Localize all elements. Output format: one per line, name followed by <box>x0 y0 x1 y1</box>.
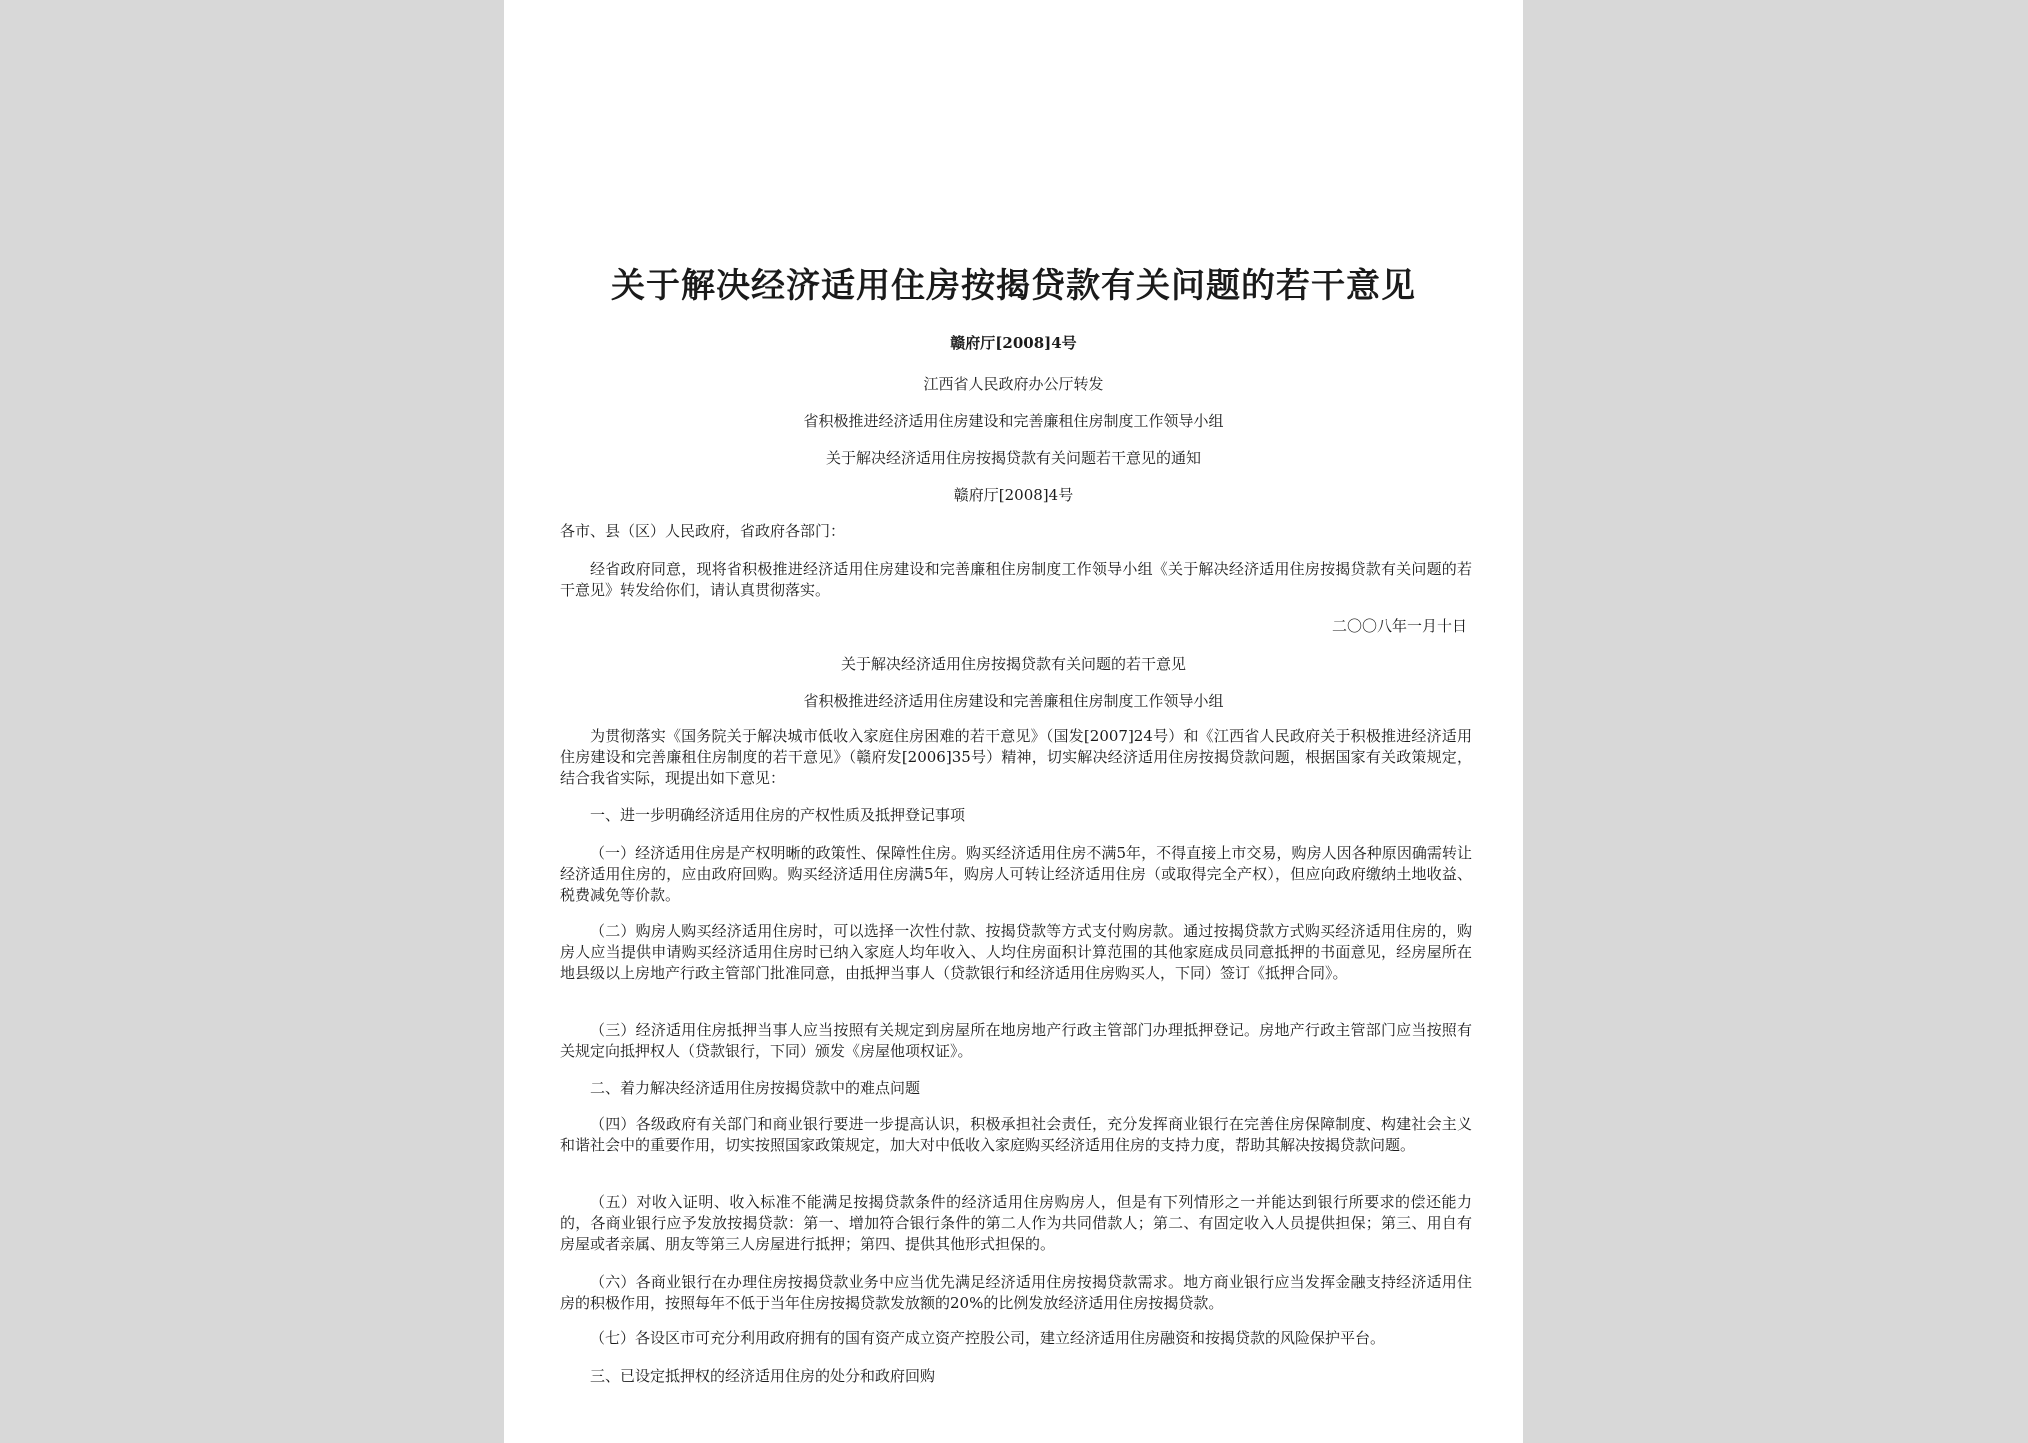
section-heading-2: 二、着力解决经济适用住房按揭贷款中的难点问题 <box>590 1079 921 1097</box>
salutation: 各市、县（区）人民政府，省政府各部门： <box>560 522 846 540</box>
paragraph-7: （七）各设区市可充分利用政府拥有的国有资产成立资产控股公司，建立经济适用住房融资和按揭贷款的风险保护平台。 <box>590 1329 1386 1347</box>
forward-line-3: 关于解决经济适用住房按揭贷款有关问题若干意见的通知 <box>825 449 1201 467</box>
paragraph-1: （一）经济适用住房是产权明晰的政策性、保障性住房。购买经济适用住房不满5年，不得直接上市交易，购房人因各种原因确需转让经济适用住房的，应由政府回购。购买经济适用住房满5年，购房人可转让经济适用住房（或取得完全产权），但应向政府缴纳土地收益、税费减免等价款。 <box>560 844 1472 904</box>
section-heading-3: 三、已设定抵押权的经济适用住房的处分和政府回购 <box>590 1367 936 1385</box>
issue-date: 二〇〇八年一月十日 <box>1331 617 1467 635</box>
paragraph-4: （四）各级政府有关部门和商业银行要进一步提高认识，积极承担社会责任，充分发挥商业银行在完善住房保障制度、构建社会主义和谐社会中的重要作用，切实按照国家政策规定，加大对中低收入家庭购买经济适用住房的支持力度，帮助其解决按揭贷款问题。 <box>560 1115 1472 1154</box>
paragraph-6: （六）各商业银行在办理住房按揭贷款业务中应当优先满足经济适用住房按揭贷款需求。地方商业银行应当发挥金融支持经济适用住房的积极作用，按照每年不低于当年住房按揭贷款发放额的20%的比例发放经济适用住房按揭贷款。 <box>560 1273 1472 1312</box>
doc-number: 赣府厅[2008]4号 <box>953 486 1074 504</box>
document-title: 关于解决经济适用住房按揭贷款有关问题的若干意见 <box>611 266 1416 306</box>
paragraph-5: （五）对收入证明、收入标准不能满足按揭贷款条件的经济适用住房购房人，但是有下列情形之一并能达到银行所要求的偿还能力的，各商业银行应予发放按揭贷款：第一、增加符合银行条件的第二人作为共同借款人；第二、有固定收入人员提供担保；第三、用自有房屋或者亲属、朋友等第三人房屋进行抵押；第四、提供其他形式担保的。 <box>560 1193 1472 1253</box>
sub-title: 关于解决经济适用住房按揭贷款有关问题的若干意见 <box>840 655 1186 673</box>
forward-line-2: 省积极推进经济适用住房建设和完善廉租住房制度工作领导小组 <box>803 412 1224 430</box>
section-heading-1: 一、进一步明确经济适用住房的产权性质及抵押登记事项 <box>590 806 966 824</box>
sub-author: 省积极推进经济适用住房建设和完善廉租住房制度工作领导小组 <box>803 692 1224 710</box>
preamble-paragraph: 为贯彻落实《国务院关于解决城市低收入家庭住房困难的若干意见》（国发[2007]24号）和《江西省人民政府关于积极推进经济适用住房建设和完善廉租住房制度的若干意见》（赣府发[2006]35号）精神，切实解决经济适用住房按揭贷款问题，根据国家有关政策规定，结合我省实际，现提出如下意见： <box>560 727 1472 787</box>
forward-line-1: 江西省人民政府办公厅转发 <box>923 375 1104 393</box>
intro-paragraph: 经省政府同意，现将省积极推进经济适用住房建设和完善廉租住房制度工作领导小组《关于解决经济适用住房按揭贷款有关问题的若干意见》转发给你们，请认真贯彻落实。 <box>560 560 1472 599</box>
doc-number-header: 赣府厅[2008]4号 <box>950 334 1077 352</box>
document-page <box>504 0 1523 1443</box>
paragraph-2: （二）购房人购买经济适用住房时，可以选择一次性付款、按揭贷款等方式支付购房款。通过按揭贷款方式购买经济适用住房的，购房人应当提供申请购买经济适用住房时已纳入家庭人均年收入、人均住房面积计算范围的其他家庭成员同意抵押的书面意见，经房屋所在地县级以上房地产行政主管部门批准同意，由抵押当事人（贷款银行和经济适用住房购买人，下同）签订《抵押合同》。 <box>560 922 1472 982</box>
paragraph-3: （三）经济适用住房抵押当事人应当按照有关规定到房屋所在地房地产行政主管部门办理抵押登记。房地产行政主管部门应当按照有关规定向抵押权人（贷款银行，下同）颁发《房屋他项权证》。 <box>560 1021 1472 1060</box>
